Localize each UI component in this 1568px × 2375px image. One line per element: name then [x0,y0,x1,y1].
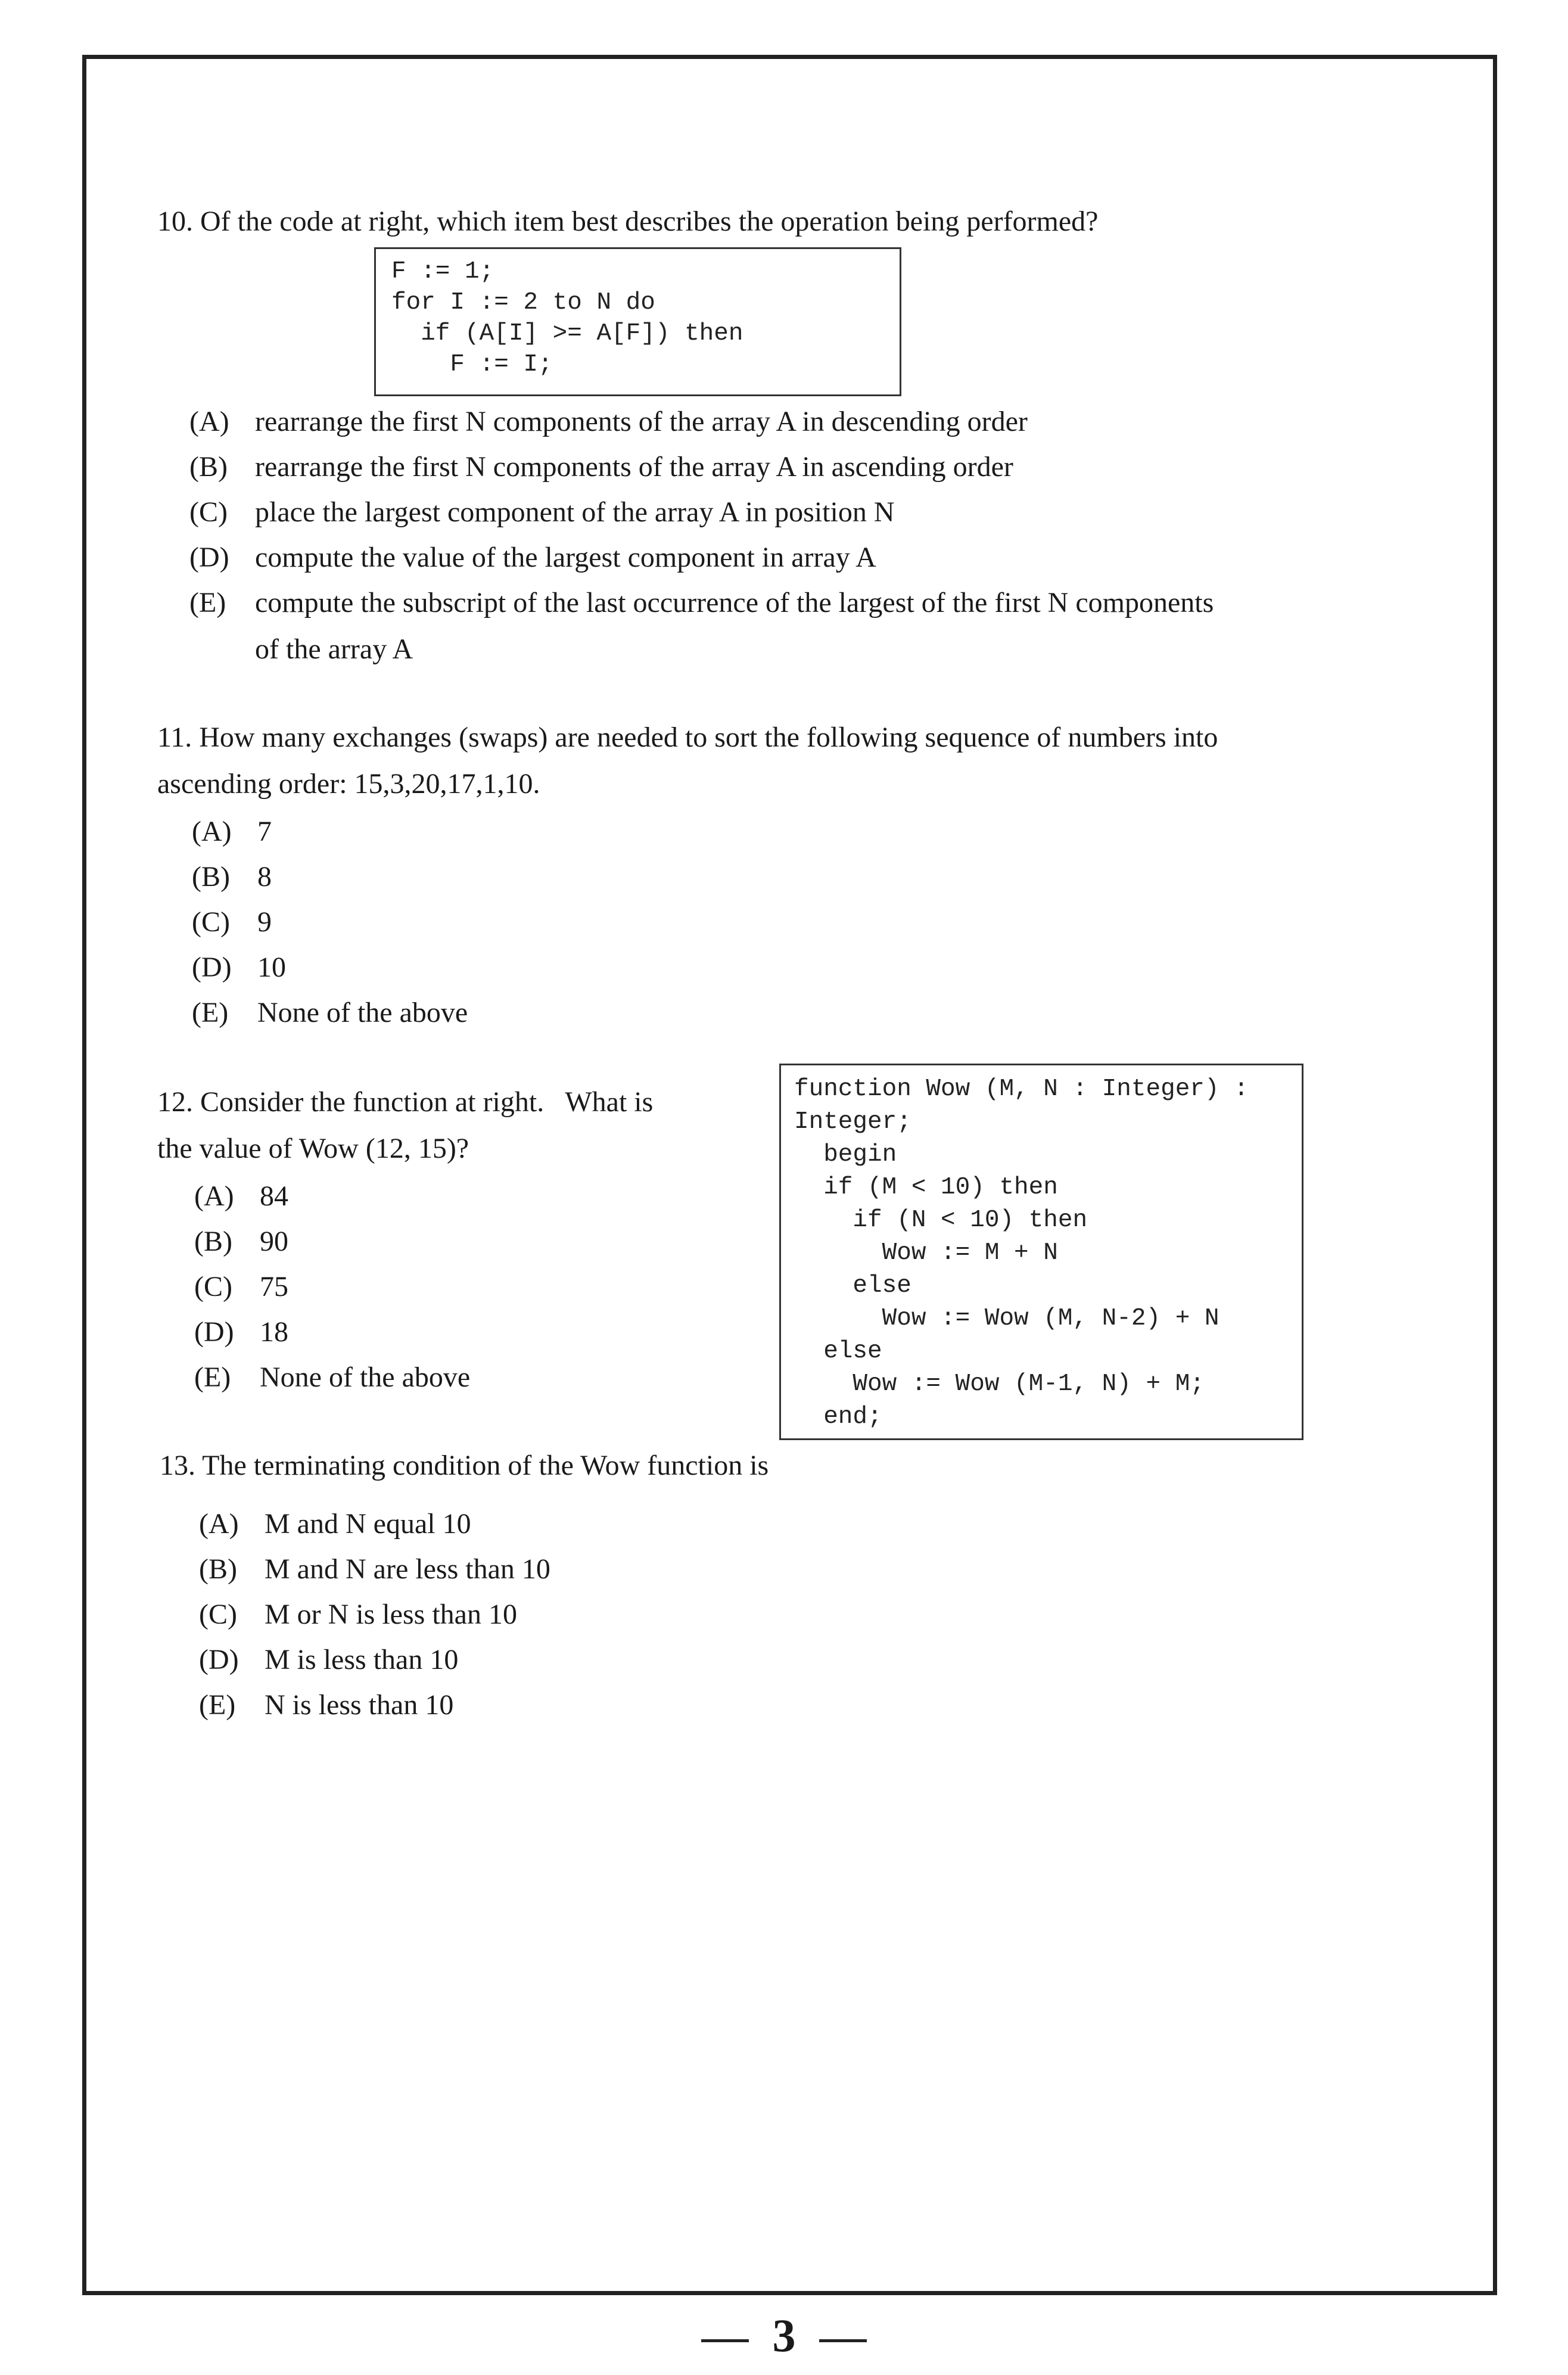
q13-option-a: (A) M and N equal 10 [199,1508,471,1540]
page-number-dash-left [701,2339,749,2342]
q13-option-c: (C) M or N is less than 10 [199,1599,517,1630]
q12-code-line: Wow := Wow (M-1, N) + M; [794,1370,1205,1398]
q10-option-d: (D) compute the value of the largest component in array A [189,542,876,573]
q12-code-line: begin [794,1141,897,1168]
page-number [0,2309,1568,2362]
q10-option-a: (A) rearrange the first N components of the array A in descending order [189,406,1028,437]
q10-stem: 10. Of the code at right, which item best describes the operation being performed? [157,206,1099,237]
q12-stem-line2: the value of Wow (12, 15)? [157,1133,469,1164]
page-number-value: 3 [772,2309,796,2361]
q10-code-line: F := 1; [391,258,494,285]
q11-option-c: (C) 9 [192,906,272,938]
q10-option-e-continued: of the array A [255,633,413,665]
q11-stem-line2: ascending order: 15,3,20,17,1,10. [157,768,540,800]
q12-code-line: else [794,1338,882,1365]
q11-stem-line1: 11. How many exchanges (swaps) are needed to sort the following sequence of numbers into [157,722,1218,753]
q10-code-line: F := I; [391,351,553,378]
q11-option-d: (D) 10 [192,952,286,983]
q13-option-d: (D) M is less than 10 [199,1644,459,1675]
q10-code-box [374,247,901,396]
q12-code-line: function Wow (M, N : Integer) : [794,1075,1249,1103]
q11-option-e: (E) None of the above [192,997,468,1028]
q12-code-line: Wow := Wow (M, N-2) + N [794,1305,1219,1332]
q10-option-e: (E) compute the subscript of the last occurrence of the largest of the first N components [189,587,1214,618]
q10-option-b: (B) rearrange the first N components of the array A in ascending order [189,451,1013,483]
q13-option-e: (E) N is less than 10 [199,1689,454,1721]
q12-option-e: (E) None of the above [194,1361,471,1393]
q13-option-b: (B) M and N are less than 10 [199,1553,550,1585]
q12-stem-line1: 12. Consider the function at right. What is [157,1086,654,1118]
q13-stem: 13. The terminating condition of the Wow function is [160,1450,769,1481]
q12-option-b: (B) 90 [194,1226,288,1257]
q12-option-a: (A) 84 [194,1180,288,1212]
q12-code-line: Integer; [794,1108,911,1136]
q12-option-c: (C) 75 [194,1271,288,1302]
q10-option-c: (C) place the largest component of the array A in position N [189,496,895,528]
page-number-dash-right [819,2339,867,2342]
q12-code-line: if (N < 10) then [794,1207,1088,1234]
q12-option-d: (D) 18 [194,1316,288,1348]
q12-code-line: Wow := M + N [794,1239,1058,1267]
q12-code-line: else [794,1272,911,1300]
q10-code-line: if (A[I] >= A[F]) then [391,320,743,347]
q11-option-a: (A) 7 [192,816,272,847]
q12-code-line: end; [794,1403,882,1431]
q12-code-line: if (M < 10) then [794,1174,1058,1201]
q10-code-line: for I := 2 to N do [391,289,655,316]
q11-option-b: (B) 8 [192,861,272,893]
q12-code-box [779,1064,1303,1440]
